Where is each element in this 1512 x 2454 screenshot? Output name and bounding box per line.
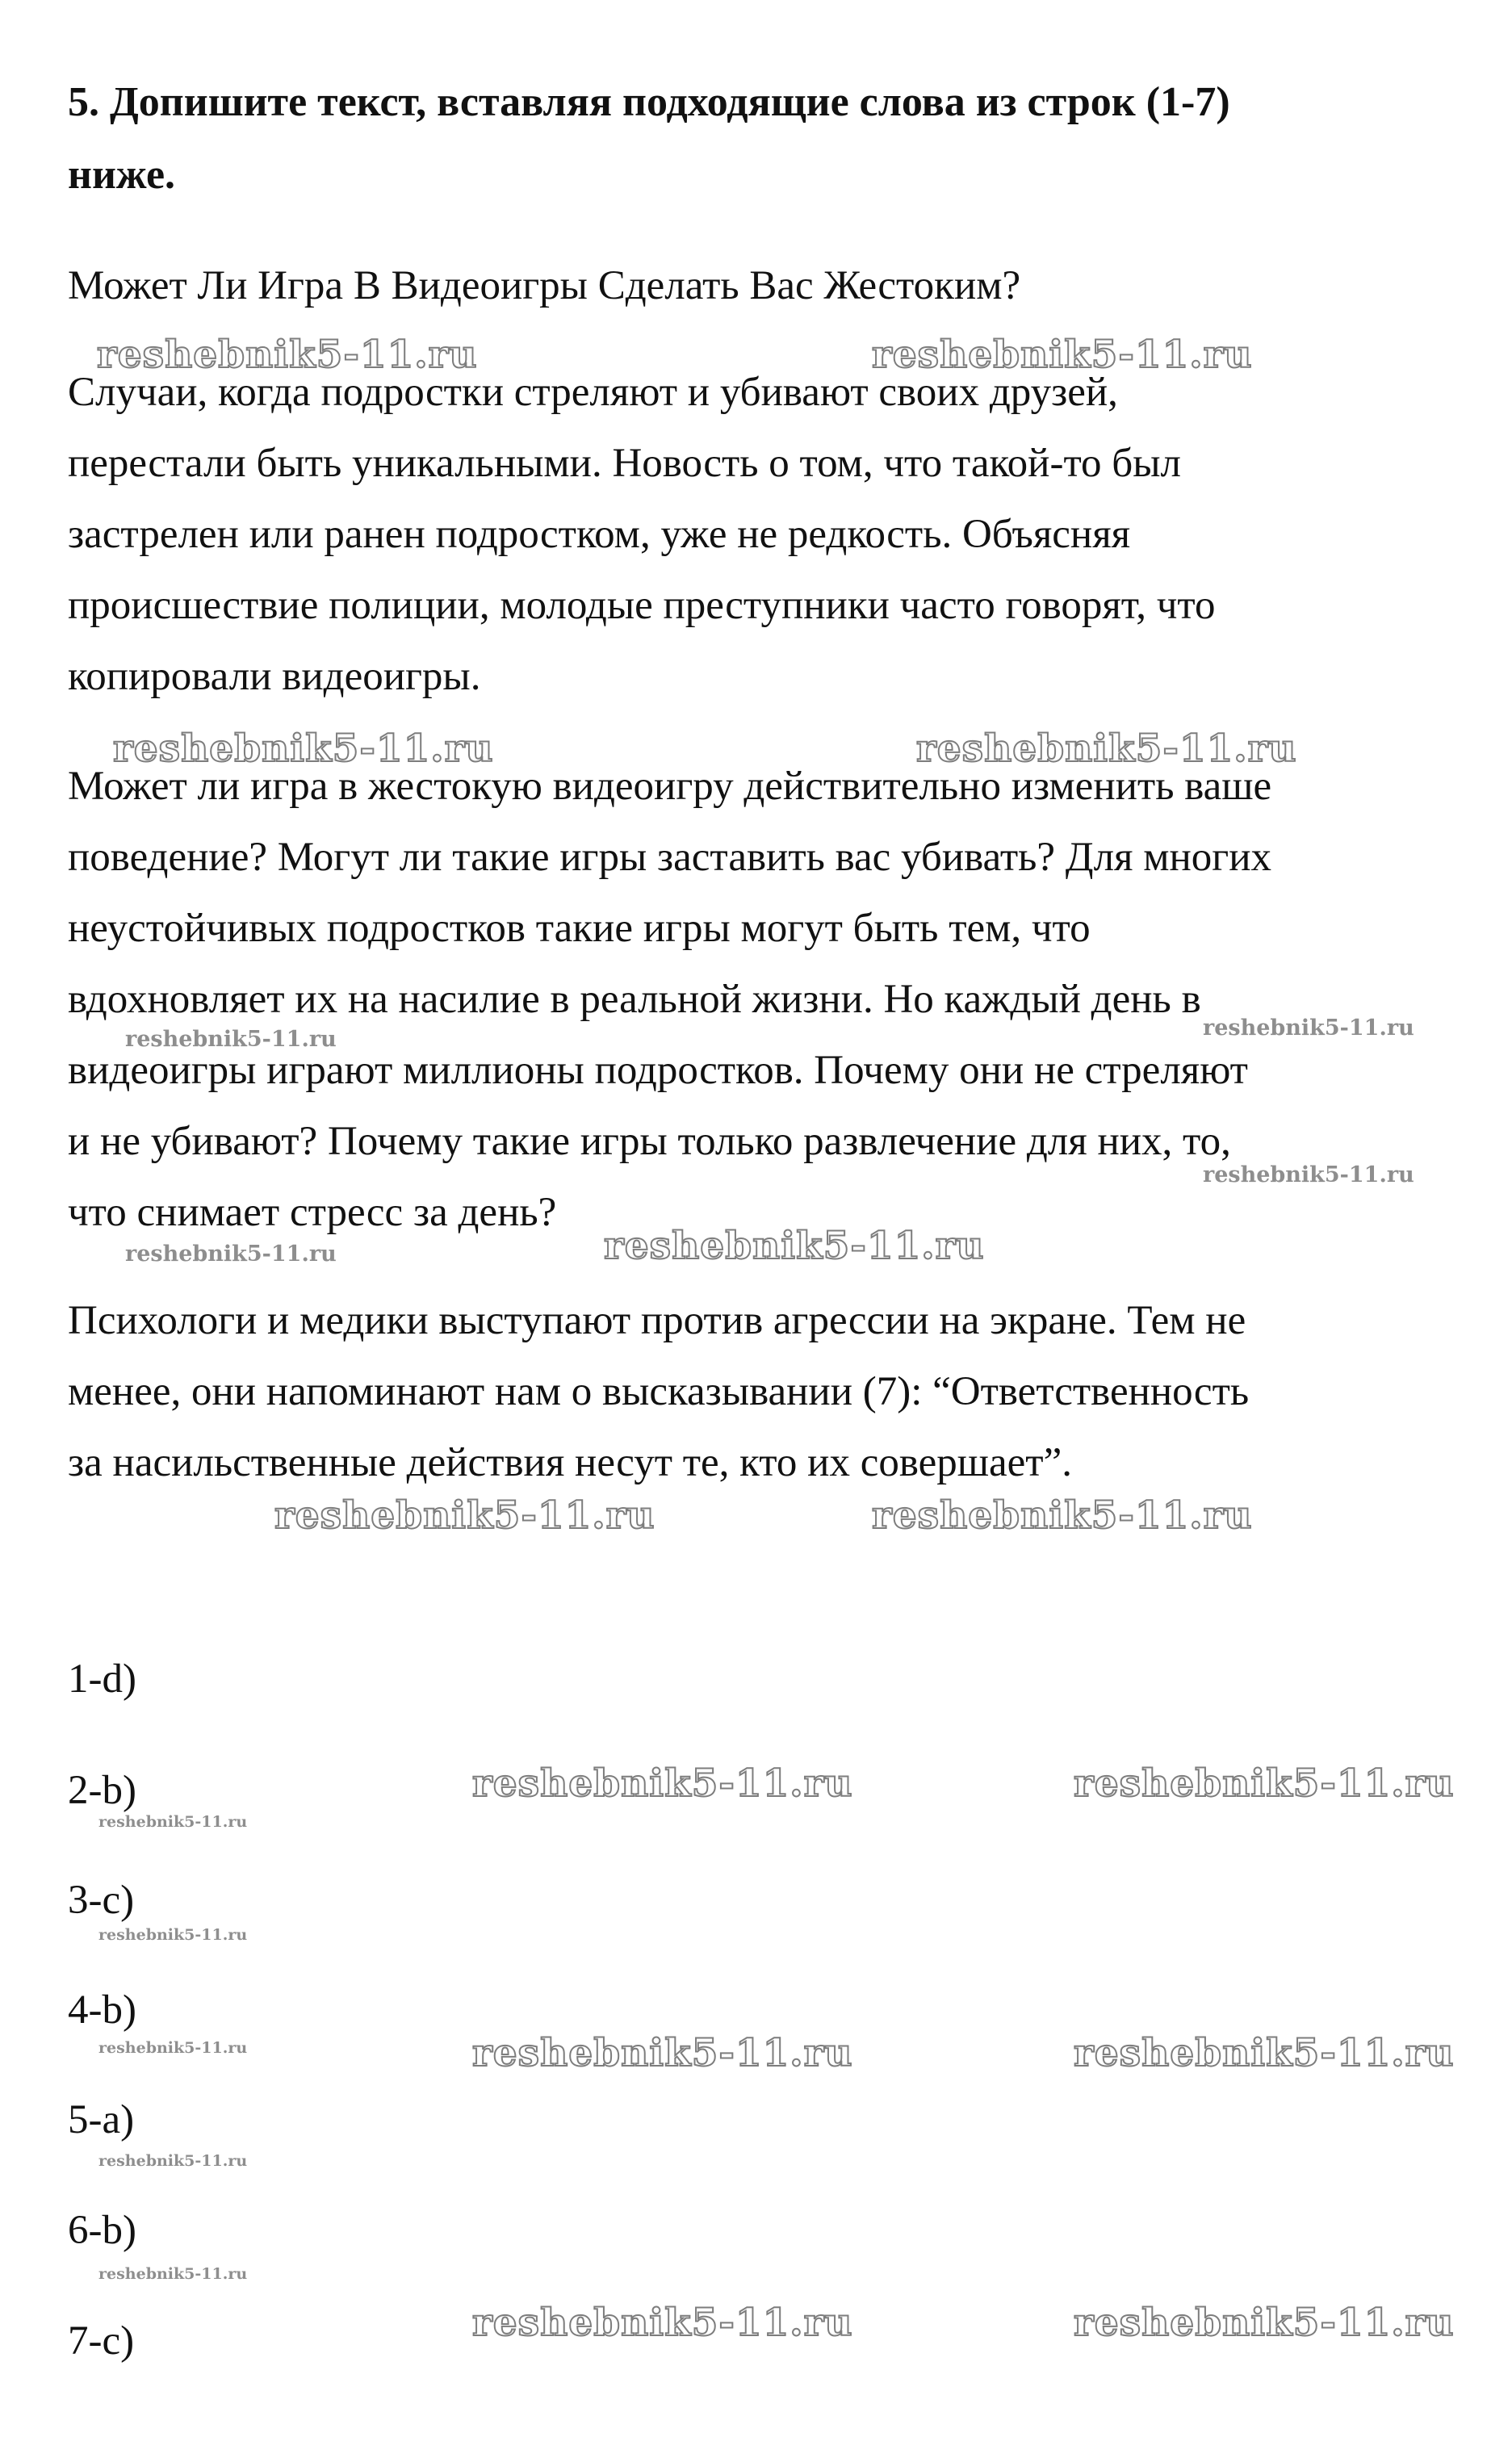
text-line: видеоигры играют миллионы подростков. Почему они не стреляют bbox=[68, 1048, 1248, 1093]
text-line: застрелен или ранен подростком, уже не редкость. Объясняя bbox=[68, 512, 1131, 557]
watermark: reshebnik5-11.ru bbox=[472, 1761, 853, 1806]
answer-item: 2-b) bbox=[68, 1768, 136, 1813]
watermark: reshebnik5-11.ru bbox=[97, 333, 478, 377]
watermark: reshebnik5-11.ru bbox=[1074, 1761, 1455, 1806]
watermark: reshebnik5-11.ru bbox=[98, 1813, 248, 1831]
watermark: reshebnik5-11.ru bbox=[1203, 1162, 1414, 1187]
watermark: reshebnik5-11.ru bbox=[125, 1242, 337, 1267]
text-line: Может ли игра в жестокую видеоигру действительно изменить ваше bbox=[68, 764, 1272, 809]
watermark: reshebnik5-11.ru bbox=[113, 727, 494, 771]
text-line: перестали быть уникальными. Новость о том, что такой-то был bbox=[68, 441, 1181, 486]
answer-item: 5-a) bbox=[68, 2097, 135, 2142]
answer-item: 7-c) bbox=[68, 2318, 135, 2364]
watermark: reshebnik5-11.ru bbox=[98, 2152, 248, 2170]
watermark: reshebnik5-11.ru bbox=[916, 727, 1297, 771]
text-line: и не убивают? Почему такие игры только развлечение для них, то, bbox=[68, 1119, 1231, 1164]
watermark: reshebnik5-11.ru bbox=[604, 1224, 985, 1268]
text-line: копировали видеоигры. bbox=[68, 654, 481, 699]
task-heading-line: 5. Допишите текст, вставляя подходящие слова из строк (1-7) bbox=[68, 79, 1230, 125]
watermark: reshebnik5-11.ru bbox=[472, 2031, 853, 2075]
watermark: reshebnik5-11.ru bbox=[1074, 2031, 1455, 2075]
answer-item: 1-d) bbox=[68, 1656, 136, 1702]
text-line: за насильственные действия несут те, кто их совершает”. bbox=[68, 1440, 1072, 1485]
task-heading-line: ниже. bbox=[68, 152, 176, 198]
watermark: reshebnik5-11.ru bbox=[98, 1926, 248, 1944]
text-line: что снимает стресс за день? bbox=[68, 1190, 557, 1235]
task-heading bbox=[68, 66, 1440, 211]
text-line: поведение? Могут ли такие игры заставить вас убивать? Для многих bbox=[68, 835, 1272, 880]
watermark: reshebnik5-11.ru bbox=[872, 1493, 1253, 1538]
text-line: неустойчивых подростков такие игры могут быть тем, что bbox=[68, 906, 1091, 951]
watermark: reshebnik5-11.ru bbox=[872, 333, 1253, 377]
text-line: Случаи, когда подростки стреляют и убивают своих друзей, bbox=[68, 370, 1118, 415]
answer-item: 4-b) bbox=[68, 1987, 136, 2033]
watermark: reshebnik5-11.ru bbox=[1203, 1016, 1414, 1041]
paragraph-1 bbox=[68, 357, 1472, 712]
watermark: reshebnik5-11.ru bbox=[125, 1027, 337, 1052]
paragraph-3 bbox=[68, 1285, 1472, 1498]
watermark: reshebnik5-11.ru bbox=[98, 2039, 248, 2057]
watermark: reshebnik5-11.ru bbox=[1074, 2301, 1455, 2345]
watermark: reshebnik5-11.ru bbox=[274, 1493, 655, 1538]
answer-item: 3-c) bbox=[68, 1878, 135, 1923]
text-line: вдохновляет их на насилие в реальной жизни. Но каждый день в bbox=[68, 977, 1201, 1022]
text-line: менее, они напоминают нам о высказывании (7): “Ответственность bbox=[68, 1369, 1250, 1414]
text-line: Психологи и медики выступают против агрессии на экране. Тем не bbox=[68, 1298, 1246, 1343]
text-line: происшествие полиции, молодые преступники часто говорят, что bbox=[68, 583, 1216, 628]
answer-item: 6-b) bbox=[68, 2208, 136, 2253]
article-title: Может Ли Игра В Видеоигры Сделать Вас Жестоким? bbox=[68, 263, 1021, 308]
watermark: reshebnik5-11.ru bbox=[98, 2265, 248, 2283]
watermark: reshebnik5-11.ru bbox=[472, 2301, 853, 2345]
